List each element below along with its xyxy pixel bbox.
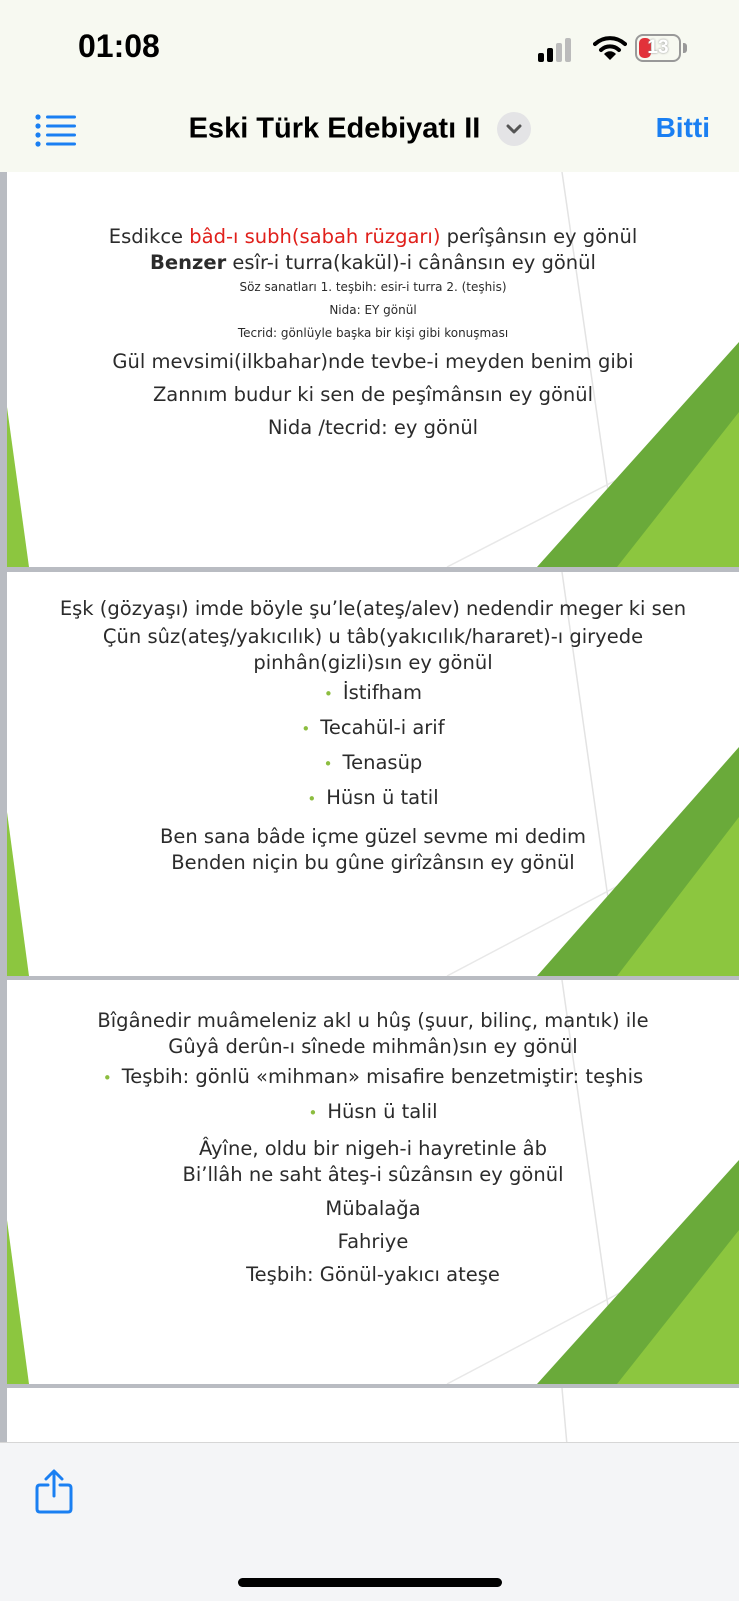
slides-viewer[interactable] [0,172,739,1442]
verse-line: Gül mevsimi(ilkbahar)nde tevbe-i meyden benim gibi [112,350,634,373]
slide-3-content [7,1008,739,1291]
verse-line: pinhân(gizli)sın ey gönül [253,651,493,674]
status-time: 01:08 [78,28,160,64]
battery-cap [683,43,687,53]
note-line: Söz sanatları 1. teşbih: esir-i turra 2. (teşhis) [239,280,507,294]
slide-3 [7,980,739,1384]
slide-1-content [7,224,739,444]
verse-line: Bi’llâh ne saht âteş-i sûzânsın ey gönül [182,1163,564,1186]
verse-line: Esdikce bâd-ı subh(sabah rüzgarı) perîşânsın ey gönül [108,225,638,248]
verse-line: Ben sana bâde içme güzel sevme mi dedim [159,825,587,848]
verse-line: Çün sûz(ateş/yakıcılık) u tâb(yakıcılık/hararet)-ı giryede [102,625,644,648]
wifi-icon [593,34,627,62]
verse-line: Benden niçin bu gûne girîzânsın ey gönül [171,851,575,874]
battery-icon [635,34,681,62]
highlighted-phrase: bâd-ı subh(sabah rüzgarı) [189,225,441,248]
bullet-item: • İstifham [323,681,422,704]
chevron-down-icon[interactable] [497,112,531,146]
verse-line: Zannım budur ki sen de peşîmânsın ey gönül [152,383,594,406]
share-icon[interactable] [34,1468,74,1514]
bullet-item: • Tenasüp [323,751,423,774]
verse-line: Gûyâ derûn-ı sînede mihmân)sın ey gönül [168,1035,578,1058]
slide-1 [7,172,739,567]
bullet-item: • Hüsn ü talil [308,1100,438,1123]
bullet-item: • Teşbih: gönlü «mihman» misafire benzetmiştir: teşhis [102,1065,644,1088]
note-line: Nida: EY gönül [329,303,417,317]
verse-line: Mübalağa [325,1197,421,1220]
document-title: Eski Türk Edebiyatı II [188,112,481,145]
slide-2-content [7,594,739,876]
bullet-item: • Tecahül-i arif [301,716,445,739]
slide-decoration [7,1388,739,1442]
slide-2 [7,572,739,976]
verse-line: Bîgânedir muâmeleniz akl u hûş (şuur, bilinç, mantık) ile [97,1009,649,1032]
status-bar [0,0,739,90]
verse-line: Nida /tecrid: ey gönül [267,416,479,439]
bullet-item: • Hüsn ü tatil [307,786,439,809]
document-title-button[interactable] [170,112,550,152]
done-button[interactable]: Bitti [655,112,710,143]
home-indicator[interactable] [238,1578,502,1587]
verse-line: Âyîne, oldu bir nigeh-i hayretinle âb [199,1137,547,1160]
verse-line: Teşbih: Gönül-yakıcı ateşe [246,1263,500,1286]
slide-4 [7,1388,739,1442]
cellular-signal-icon [538,36,578,62]
battery-level: 13 [647,37,669,58]
verse-line: Fahriye [337,1230,409,1253]
list-icon[interactable] [34,112,78,148]
verse-line: Eşk (gözyaşı) imde böyle şu’le(ateş/alev) nedendir meger ki sen [59,597,687,620]
verse-line: Benzer esîr-i turra(kakül)-i cânânsın ey gönül [150,251,596,274]
note-line: Tecrid: gönlüyle başka bir kişi gibi konuşması [237,326,509,340]
bold-word: Benzer [150,251,227,274]
